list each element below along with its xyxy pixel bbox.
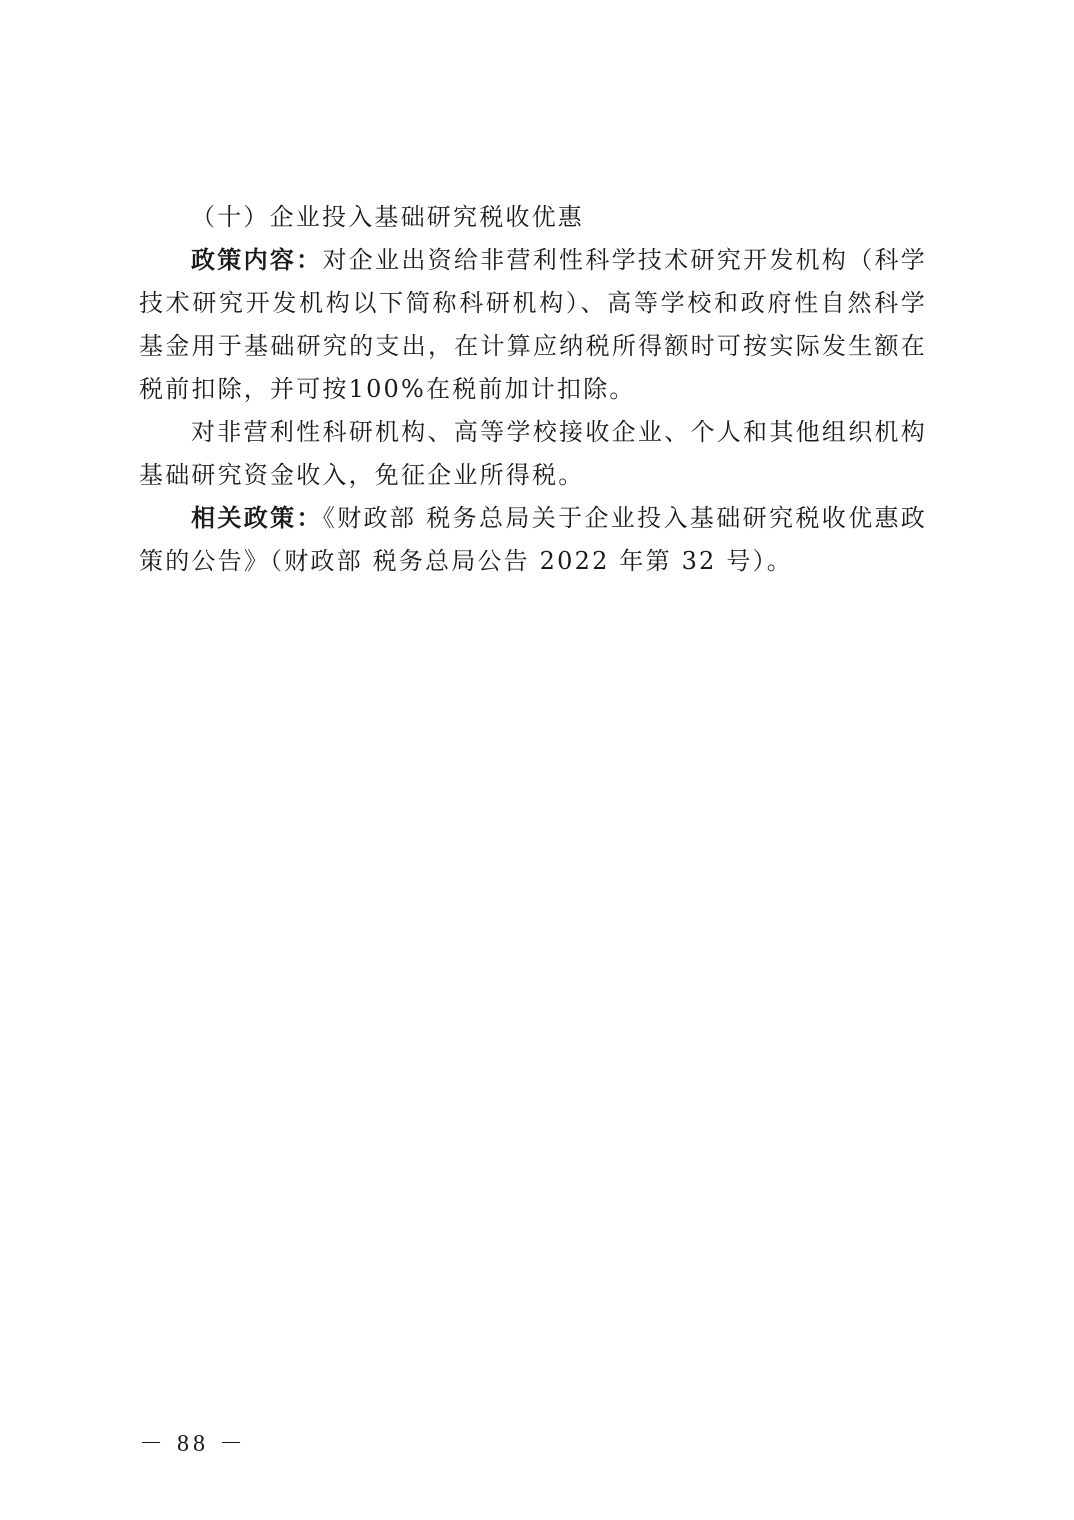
related-policy-label: 相关政策： xyxy=(191,504,323,532)
policy-content-paragraph xyxy=(139,239,927,411)
exemption-paragraph: 对非营利性科研机构、高等学校接收企业、个人和其他组织机构基础研究资金收入，免征企业所得税。 xyxy=(139,418,927,489)
policy-content-label: 政策内容： xyxy=(191,246,323,274)
section-heading: （十）企业投入基础研究税收优惠 xyxy=(191,203,584,231)
related-policy-text: 《财政部 税务总局关于企业投入基础研究税收优惠政策的公告》（财政部 税务总局公告 2022 年第 32 号）。 xyxy=(139,504,928,575)
policy-content-text: 对企业出资给非营利性科学技术研究开发机构（科学技术研究开发机构以下简称科研机构）、高等学校和政府性自然科学基金用于基础研究的支出，在计算应纳税所得额时可按实际发生额在税前扣除，并可按100%在税前加计扣除。 xyxy=(139,246,927,403)
page-number: － 88 － xyxy=(139,1431,247,1457)
related-policy-paragraph xyxy=(139,497,927,583)
document-body xyxy=(139,196,927,583)
